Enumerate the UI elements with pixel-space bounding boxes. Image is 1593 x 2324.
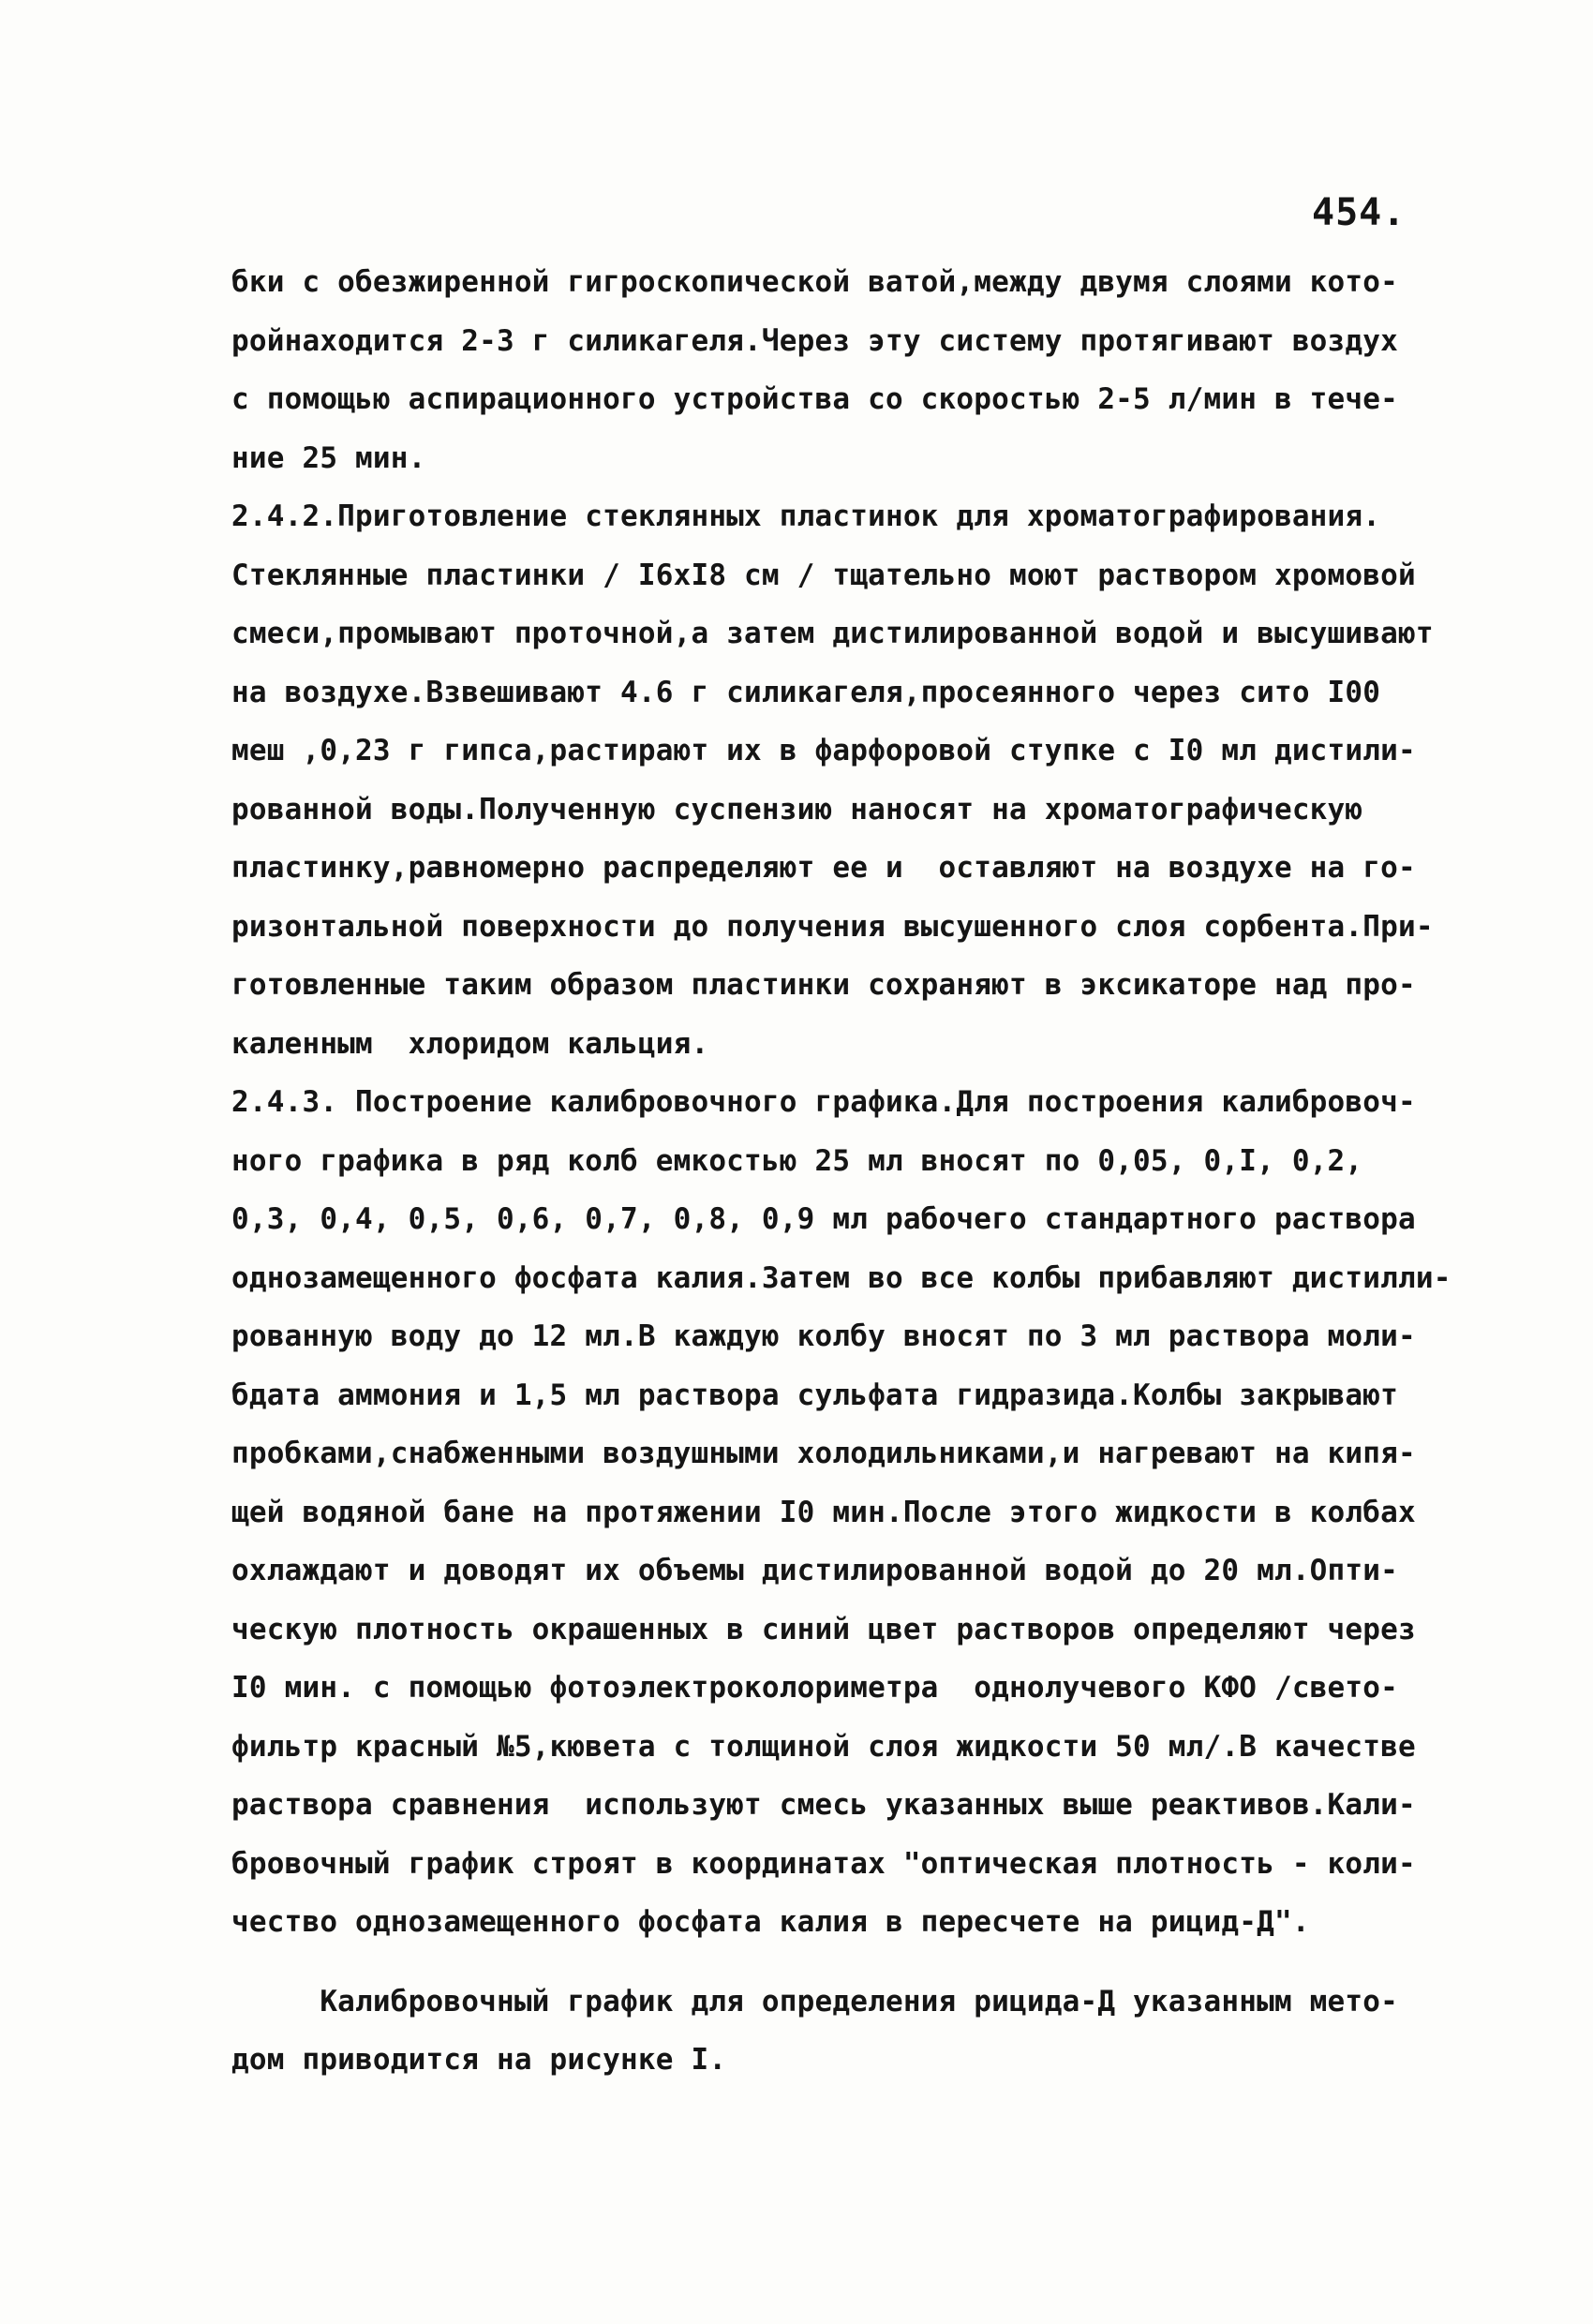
text-line: бровочный график строят в координатах "оптическая плотность - коли- <box>231 1846 1416 1881</box>
text-line: смеси,промывают проточной,а затем дистилированной водой и высушивают <box>231 617 1434 650</box>
text-line: рованную воду до 12 мл.В каждую колбу вносят по 3 мл раствора моли- <box>231 1319 1416 1353</box>
text-line: каленным хлоридом кальция. <box>231 1026 709 1061</box>
text-line: ние 25 мин. <box>231 440 426 475</box>
text-line: бки с обезжиренной гигроскопической ватой,между двумя слоями кото- <box>231 265 1398 299</box>
text-line: дом приводится на рисунке I. <box>231 2043 727 2077</box>
text-line: ризонтальной поверхности до получения высушенного слоя сорбента.При- <box>231 909 1434 944</box>
text-line: чество однозамещенного фосфата калия в пересчете на рицид-Д". <box>231 1905 1310 1939</box>
text-line: с помощью аспирационного устройства со скоростью 2-5 л/мин в тече- <box>231 382 1398 416</box>
text-line: меш ,0,23 г гипса,растирают их в фарфоровой ступке с I0 мл дистили- <box>231 734 1416 767</box>
page-number: 454. <box>1312 191 1407 234</box>
text-line: I0 мин. с помощью фотоэлектроколориметра однолучевого КФО /свето- <box>231 1671 1398 1705</box>
text-line: раствора сравнения используют смесь указанных выше реактивов.Кали- <box>231 1788 1416 1822</box>
text-line: рованной воды.Полученную суспензию наносят на хроматографическую <box>231 792 1363 827</box>
paragraph-gap <box>231 1952 1422 1973</box>
text-line: Калибровочный график для определения рицида-Д указанным мето- <box>231 1984 1398 2019</box>
text-line: щей водяной бане на протяжении I0 мин.После этого жидкости в колбах <box>231 1495 1416 1529</box>
text-line: пробками,снабженными воздушными холодильниками,и нагревают на кипя- <box>231 1437 1416 1470</box>
text-line: готовленные таким образом пластинки сохраняют в эксикаторе над про- <box>231 968 1416 1002</box>
text-line: охлаждают и доводят их объемы дистилированной водой до 20 мл.Опти- <box>231 1554 1398 1587</box>
text-line: однозамещенного фосфата калия.Затем во все колбы прибавляют дистилли- <box>231 1260 1452 1295</box>
text-line: ного графика в ряд колб емкостью 25 мл вносят по 0,05, 0,I, 0,2, <box>231 1143 1363 1178</box>
text-line: на воздухе.Взвешивают 4.6 г силикагеля,просеянного через сито I00 <box>231 675 1381 709</box>
text-line: 0,3, 0,4, 0,5, 0,6, 0,7, 0,8, 0,9 мл рабочего стандартного раствора <box>231 1202 1416 1236</box>
text-line: пластинку,равномерно распределяют ее и оставляют на воздухе на го- <box>231 851 1416 885</box>
section-heading-2-4-2: 2.4.2.Приготовление стеклянных пластинок для хроматографирования. <box>231 499 1381 533</box>
text-line: ческую плотность окрашенных в синий цвет растворов определяют через <box>231 1612 1416 1646</box>
body-text <box>231 253 1452 2090</box>
section-heading-2-4-3: 2.4.3. Построение калибровочного графика.Для построения калибровоч- <box>231 1085 1416 1119</box>
text-line: Стеклянные пластинки / I6xI8 см / тщательно моют раствором хромовой <box>231 558 1416 592</box>
text-line: ройнаходится 2-3 г силикагеля.Через эту систему протягивают воздух <box>231 323 1398 358</box>
text-line: бдата аммония и 1,5 мл раствора сульфата гидразида.Колбы закрывают <box>231 1378 1398 1412</box>
text-line: фильтр красный №5,кювета с толщиной слоя жидкости 50 мл/.В качестве <box>231 1729 1416 1764</box>
